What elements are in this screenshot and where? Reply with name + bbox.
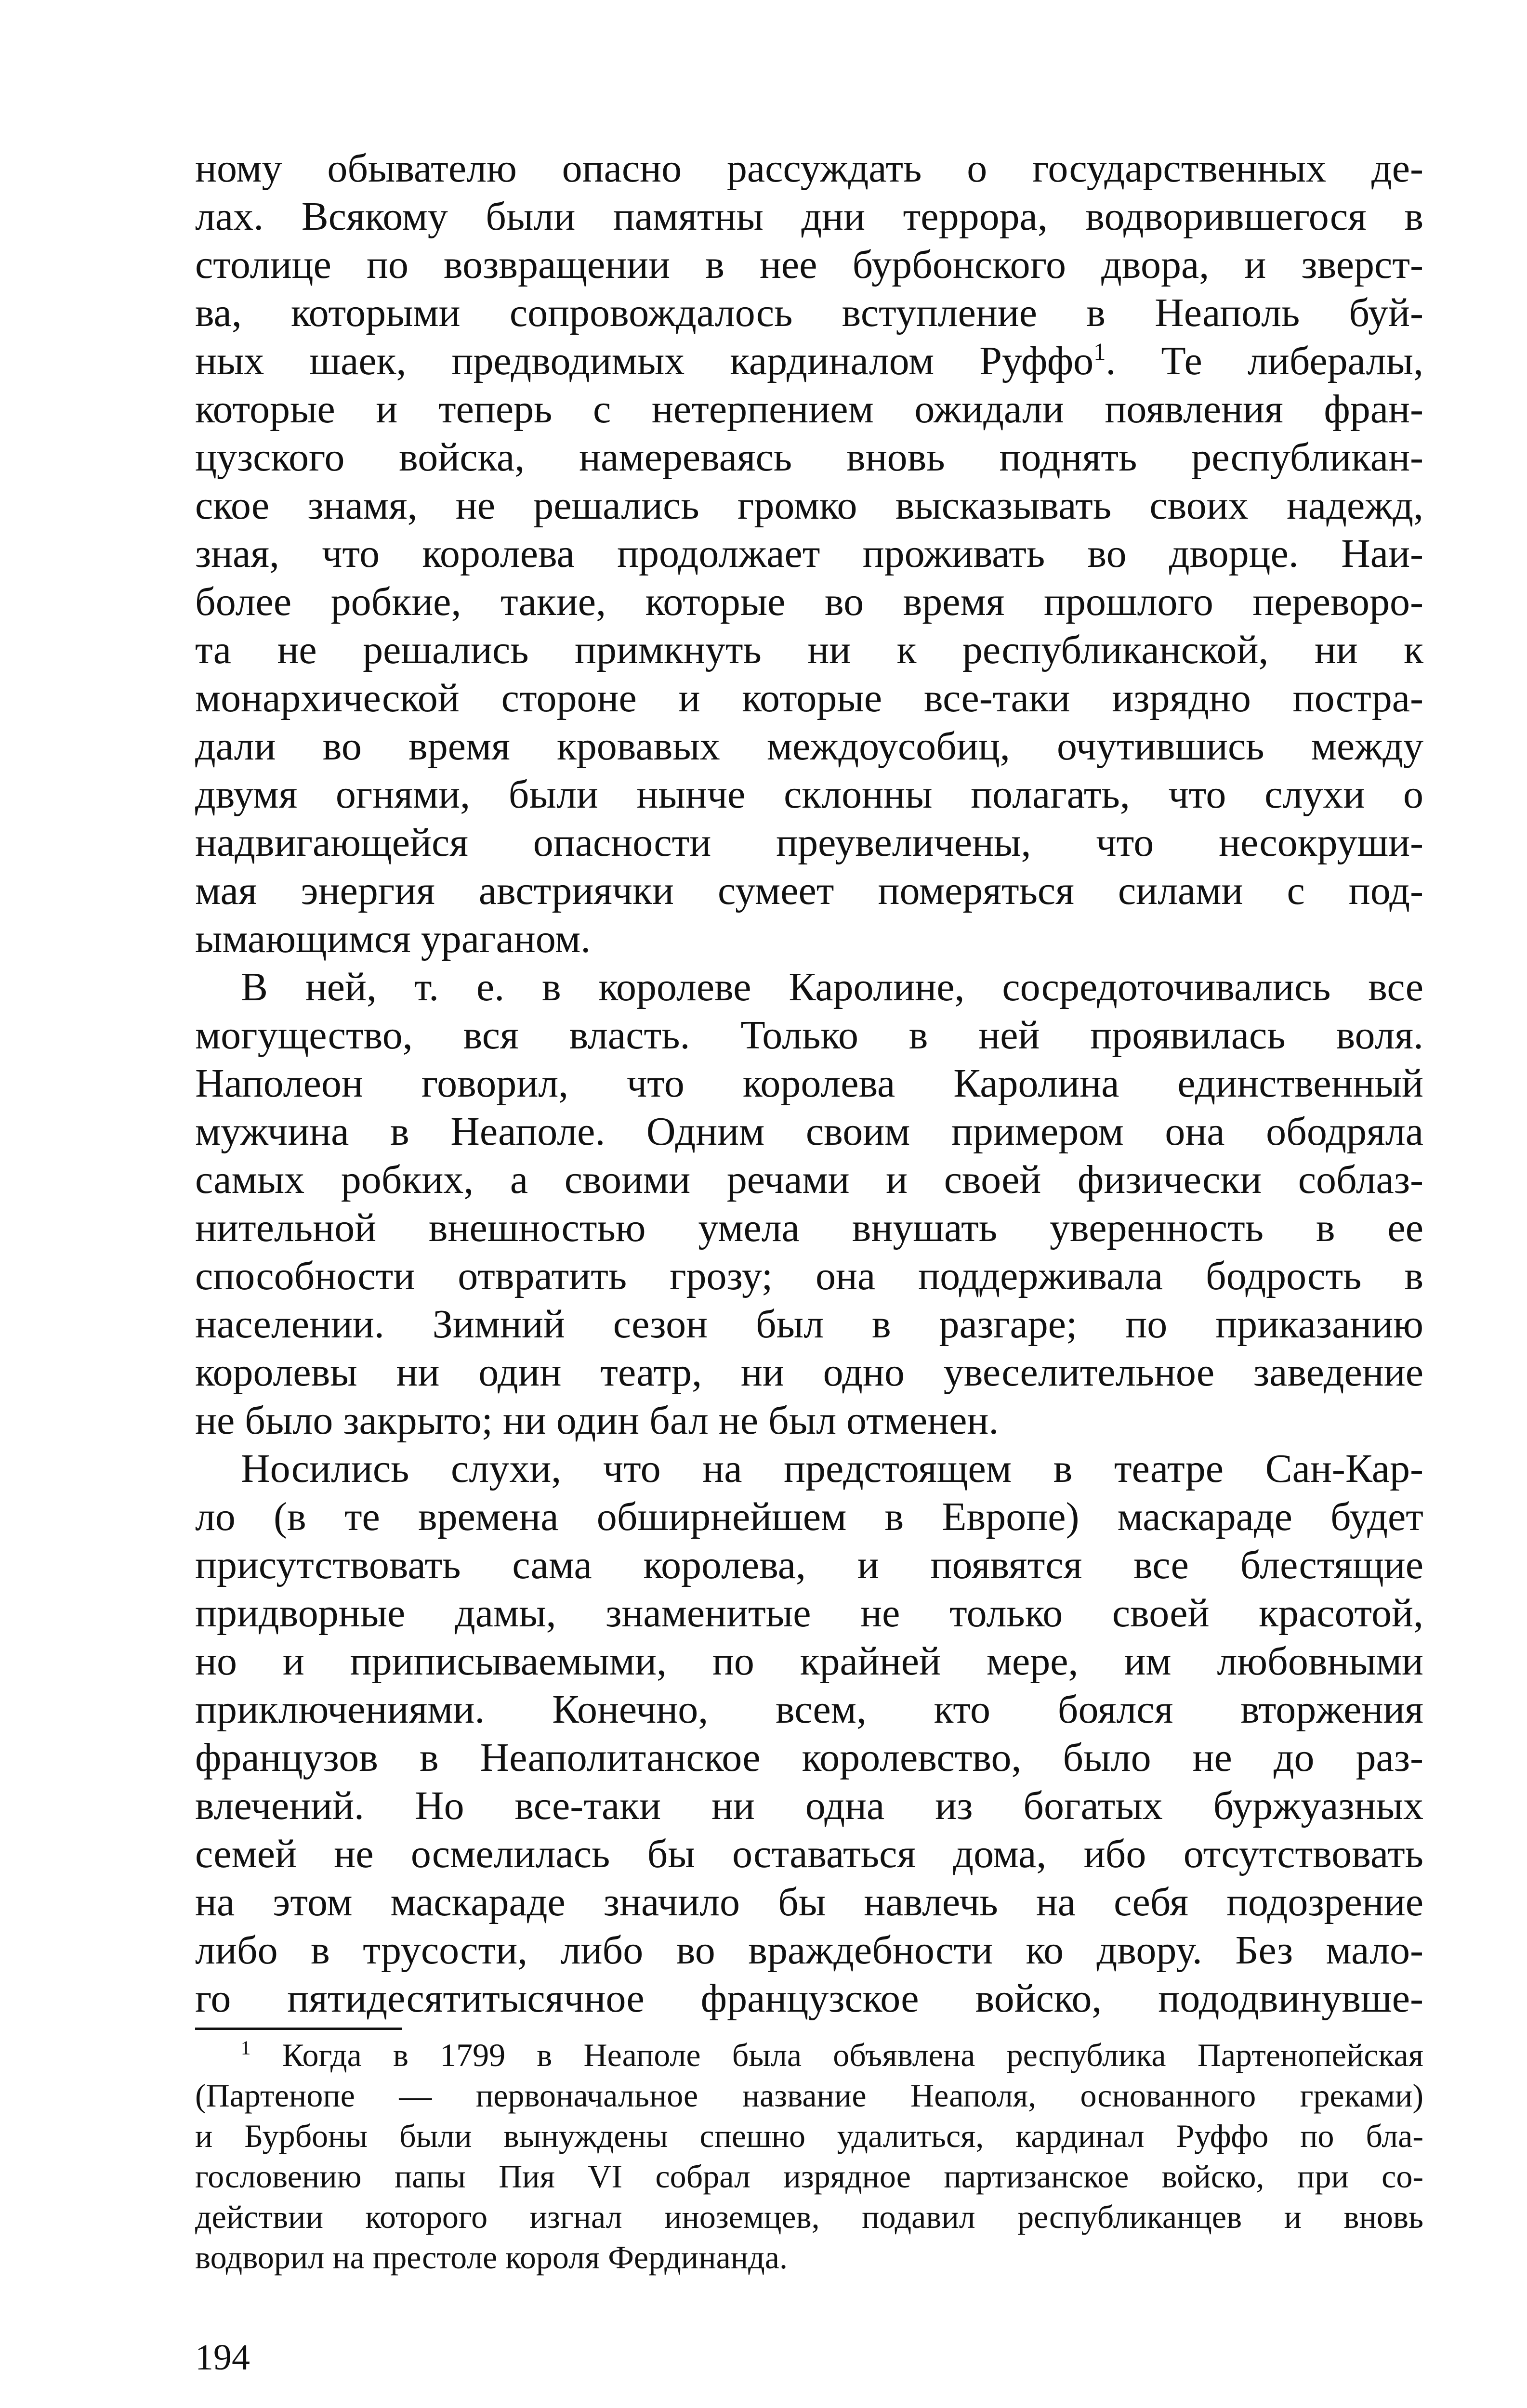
body-line: Наполеон говорил, что королева Каролина единственный — [195, 1061, 1423, 1106]
body-line: мая энергия австриячки сумеет померяться силами с под- — [195, 868, 1423, 913]
footnote-text: Когда в 1799 в Неаполе была объявлена республика Партенопейская — [282, 2037, 1424, 2073]
body-line: ское знамя, не решались громко высказывать своих надежд, — [195, 483, 1423, 528]
body-line: которые и теперь с нетерпением ожидали появления фран- — [195, 387, 1423, 432]
body-line: способности отвратить грозу; она поддерживала бодрость в — [195, 1254, 1423, 1298]
body-line: но и приписываемыми, по крайней мере, им любовными — [195, 1639, 1423, 1684]
page-number: 194 — [195, 2337, 250, 2378]
body-line: мужчина в Неаполе. Одним своим примером она ободряла — [195, 1109, 1423, 1154]
body-line: французов в Неаполитанское королевство, было не до раз- — [195, 1735, 1423, 1780]
body-line: го пятидесятитысячное французское войско, пододвинувше- — [195, 1976, 1423, 2021]
body-line: монархической стороне и которые все-таки изрядно постра- — [195, 676, 1423, 720]
body-line: столице по возвращении в нее бурбонского двора, и зверст- — [195, 242, 1423, 287]
body-line-text: . Те либералы, — [1106, 339, 1423, 383]
body-line-text: ных шаек, предводимых кардиналом Руффо — [195, 339, 1094, 383]
body-line: влечений. Но все-таки ни одна из богатых буржуазных — [195, 1783, 1423, 1828]
body-line: более робкие, такие, которые во время прошлого переворо- — [195, 579, 1423, 624]
body-line: ло (в те времена обширнейшем в Европе) маскараде будет — [195, 1494, 1423, 1539]
body-line: либо в трусости, либо во враждебности ко двору. Без мало- — [195, 1928, 1423, 1973]
footnote-number: 1 — [241, 2037, 251, 2059]
footnote-divider — [195, 2028, 402, 2030]
body-line: населении. Зимний сезон был в разгаре; по приказанию — [195, 1302, 1423, 1347]
footnote-line — [195, 2035, 1423, 2075]
body-line: Носились слухи, что на предстоящем в театре Сан-Кар- — [241, 1446, 1423, 1491]
body-line: надвигающейся опасности преувеличены, что несокруши- — [195, 820, 1423, 865]
body-line: приключениями. Конечно, всем, кто боялся вторжения — [195, 1687, 1423, 1732]
body-line: семей не осмелилась бы оставаться дома, ибо отсутствовать — [195, 1832, 1423, 1876]
body-line: дали во время кровавых междоусобиц, очутившись между — [195, 724, 1423, 769]
body-line: самых робких, а своими речами и своей физически соблаз- — [195, 1157, 1423, 1202]
footnote-line: и Бурбоны были вынуждены спешно удалиться, кардинал Руффо по бла- — [195, 2118, 1423, 2154]
body-line: В ней, т. е. в королеве Каролине, сосредоточивались все — [241, 965, 1423, 1009]
footnote-line: действии которого изгнал иноземцев, подавил республиканцев и вновь — [195, 2199, 1423, 2235]
body-line: на этом маскараде значило бы навлечь на себя подозрение — [195, 1880, 1423, 1924]
footnote-line: водворил на престоле короля Фердинанда. — [195, 2239, 788, 2276]
body-line: ному обывателю опасно рассуждать о государственных де- — [195, 146, 1423, 191]
body-line: ва, которыми сопровождалось вступление в Неаполь буй- — [195, 290, 1423, 335]
footnote-line: (Партенопе — первоначальное название Неаполя, основанного греками) — [195, 2077, 1423, 2114]
body-line: не было закрыто; ни один бал не был отменен. — [195, 1398, 999, 1443]
footnote-reference: 1 — [1093, 338, 1106, 365]
footnote-line: гословению папы Пия VI собрал изрядное партизанское войско, при со- — [195, 2158, 1423, 2195]
body-line-with-footnote-ref — [195, 337, 1423, 385]
body-line: двумя огнями, были нынче склонны полагать, что слухи о — [195, 772, 1423, 817]
body-line: королевы ни один театр, ни одно увеселительное заведение — [195, 1350, 1423, 1395]
body-line: цузского войска, намереваясь вновь поднять республикан- — [195, 435, 1423, 480]
body-line: могущество, вся власть. Только в ней проявилась воля. — [195, 1013, 1423, 1058]
body-line: зная, что королева продолжает проживать во дворце. Наи- — [195, 531, 1423, 576]
body-line: лах. Всякому были памятны дни террора, водворившегося в — [195, 194, 1423, 239]
body-line: ымающимся ураганом. — [195, 916, 591, 961]
body-line: нительной внешностью умела внушать уверенность в ее — [195, 1205, 1423, 1250]
body-line: та не решались примкнуть ни к республиканской, ни к — [195, 628, 1423, 672]
body-line: придворные дамы, знаменитые не только своей красотой, — [195, 1591, 1423, 1636]
body-line: присутствовать сама королева, и появятся все блестящие — [195, 1543, 1423, 1587]
